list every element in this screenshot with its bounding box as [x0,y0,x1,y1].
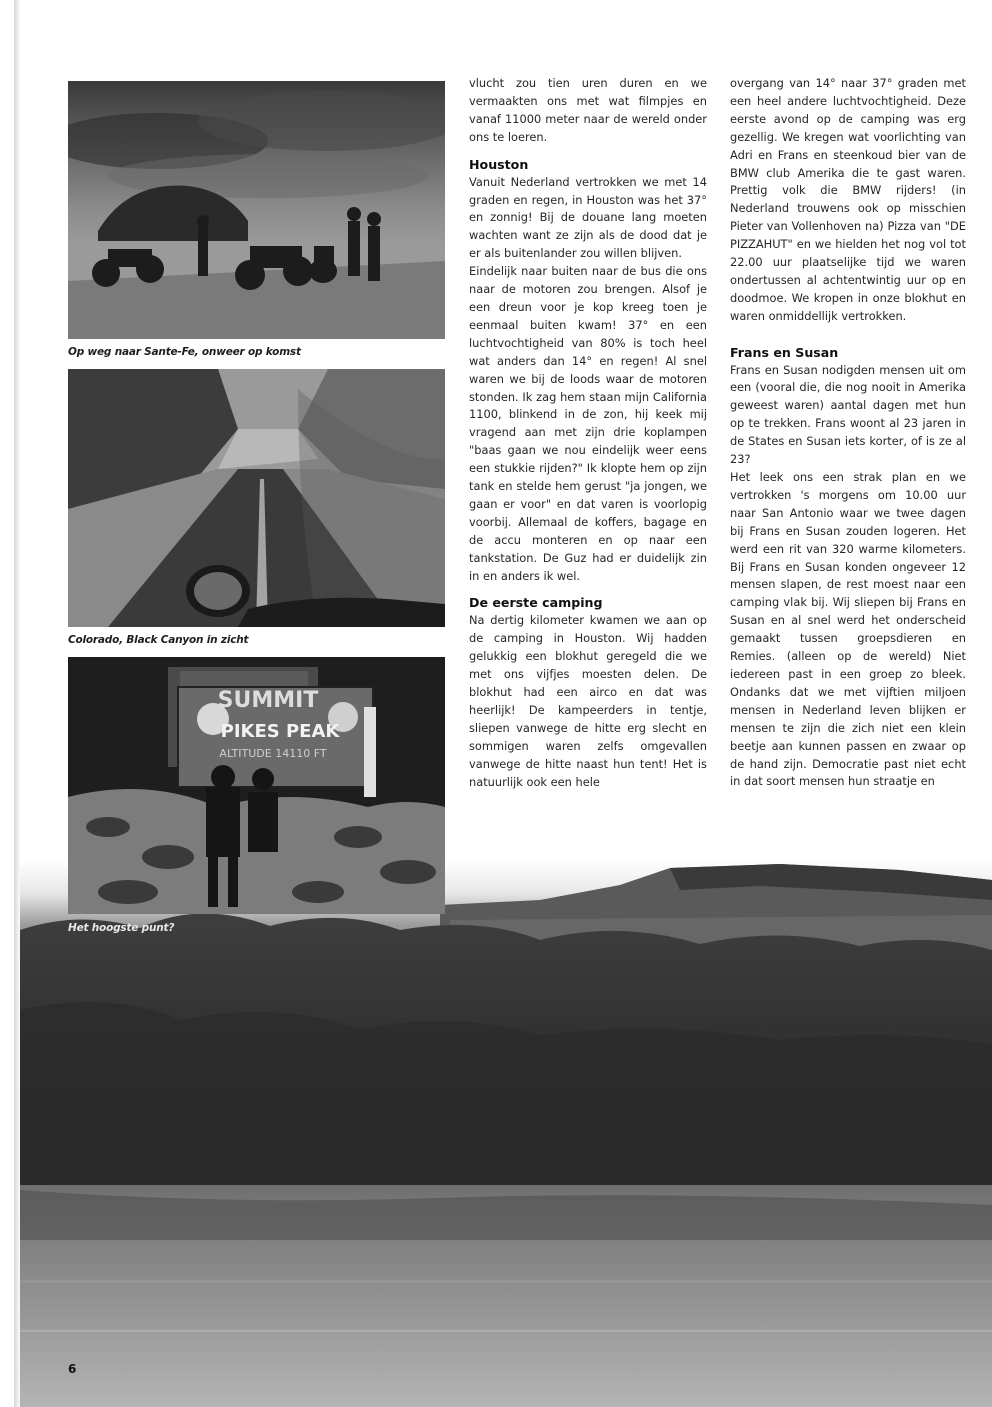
river-landscape-photo [20,860,992,1407]
paragraph-frans-susan-1: Frans en Susan nodigden mensen uit om een (vooral die, die nog nooit in Amerika geweest waren) aantal dagen met hun op te trekken. Frans woont al 23 jaren in de States en Susan iets korter, of is ze al 23? [730,362,966,467]
sign-summit-text: SUMMIT [217,688,319,713]
heading-houston: Houston [469,156,529,172]
page-number: 6 [68,1362,77,1376]
sign-altitude-text: ALTITUDE 14110 FT [219,747,327,760]
article-column-right [730,75,966,791]
photo-canyon-road [68,369,445,627]
paragraph-houston-1: Vanuit Nederland vertrokken we met 14 graden en regen, in Houston was het 37° en zonnig! Bij de douane lang moeten wachten want ze zijn als de dood dat je er als buitenlander zou willen blijven. [469,174,707,261]
photo1-caption: Op weg naar Sante-Fe, onweer op komst [68,346,301,358]
paragraph-eerste-camping: Na dertig kilometer kwamen we aan op de camping in Houston. Wij hadden gelukkig een blokhut geregeld die we met ons vijfjes moesten delen. De blokhut had een airco en dat was heerlijk! De kampeerders in tentje, sliepen vanwege de hitte erg slecht en sommigen waren zelfs omgevallen vanwege de hitte naast hun tent! Het is natuurlijk ook een hele [469,613,707,789]
photo-motorcycles-storm [68,81,445,339]
paragraph-overgang: overgang van 14° naar 37° graden met een heel andere luchtvochtigheid. Deze eerste avond op de camping was erg gezellig. We kregen wat voorlichting van Adri en Frans en steenkoud bier van de BMW club Amerika die te gast waren. Prettig volk die BMW rijders! (in Nederland trouwens ook op misschien Pieter van Vollenhoven na) Pizza van "DE PIZZAHUT" en we hielden het nog vol tot 22.00 uur plaatselijke tijd we waren ondertussen al achtentwintig uur op en doodmoe. We kropen in onze blokhut en waren onmiddellijk vertrokken. [730,76,966,323]
article-column-middle [469,75,707,792]
paragraph-frans-susan-2: Het leek ons een strak plan en we vertrokken 's morgens om 10.00 uur naar San Antonio waar we twee dagen bij Frans en Susan zouden logeren. Het werd een rit van 320 warme kilometers. Bij Frans en Susan konden ongeveer 12 mensen slapen, de rest moest naar een camping vlak bij. Wij sliepen bij Frans en Susan en al snel werd het onderscheid gemaakt tussen groepsdieren en Remies. (alleen op de wereld) Niet iedereen past in een groep zo bleek. Ondanks dat we met vijftien miljoen mensen in Nederland leven blijken er mensen te zijn die zich niet een klein beetje aan kunnen passen en zwaar op de hand zijn. Democratie past niet echt in dat soort mensen hun straatje en [730,470,966,789]
heading-eerste-camping: De eerste camping [469,595,603,611]
photo-pikes-peak-summit [68,657,445,914]
sign-pikes-peak-text: PIKES PEAK [220,721,340,742]
heading-frans-en-susan: Frans en Susan [730,344,839,360]
photo2-caption: Colorado, Black Canyon in zicht [68,634,249,646]
photo3-caption: Het hoogste punt? [68,922,175,934]
intro-paragraph: vlucht zou tien uren duren en we vermaakten ons met wat filmpjes en vanaf 11000 meter naar de wereld onder ons te loeren. [469,76,707,144]
paragraph-houston-2: Eindelijk naar buiten naar de bus die ons naar de motoren zou brengen. Alsof je een dreun voor je kop kreeg toen je eenmaal buiten kwam! 37° en een luchtvochtigheid van 80% is toch heel wat anders dan 14° en regen! Al snel waren we bij de loods waar de motoren stonden. Ik zag hem staan mijn California 1100, blinkend in de zon, hij keek mij vragend aan met zijn drie koplampen "baas gaan we nou eindelijk weer eens een stukkie rijden?" Ik klopte hem op zijn tank en stelde hem gerust "ja jongen, we gaan er voor" en dat varen is voorlopig voorbij. Allemaal de koffers, bagage en de accu monteren en op naar een tankstation. De Guz had er duidelijk zin in en anders ik wel. [469,264,707,583]
